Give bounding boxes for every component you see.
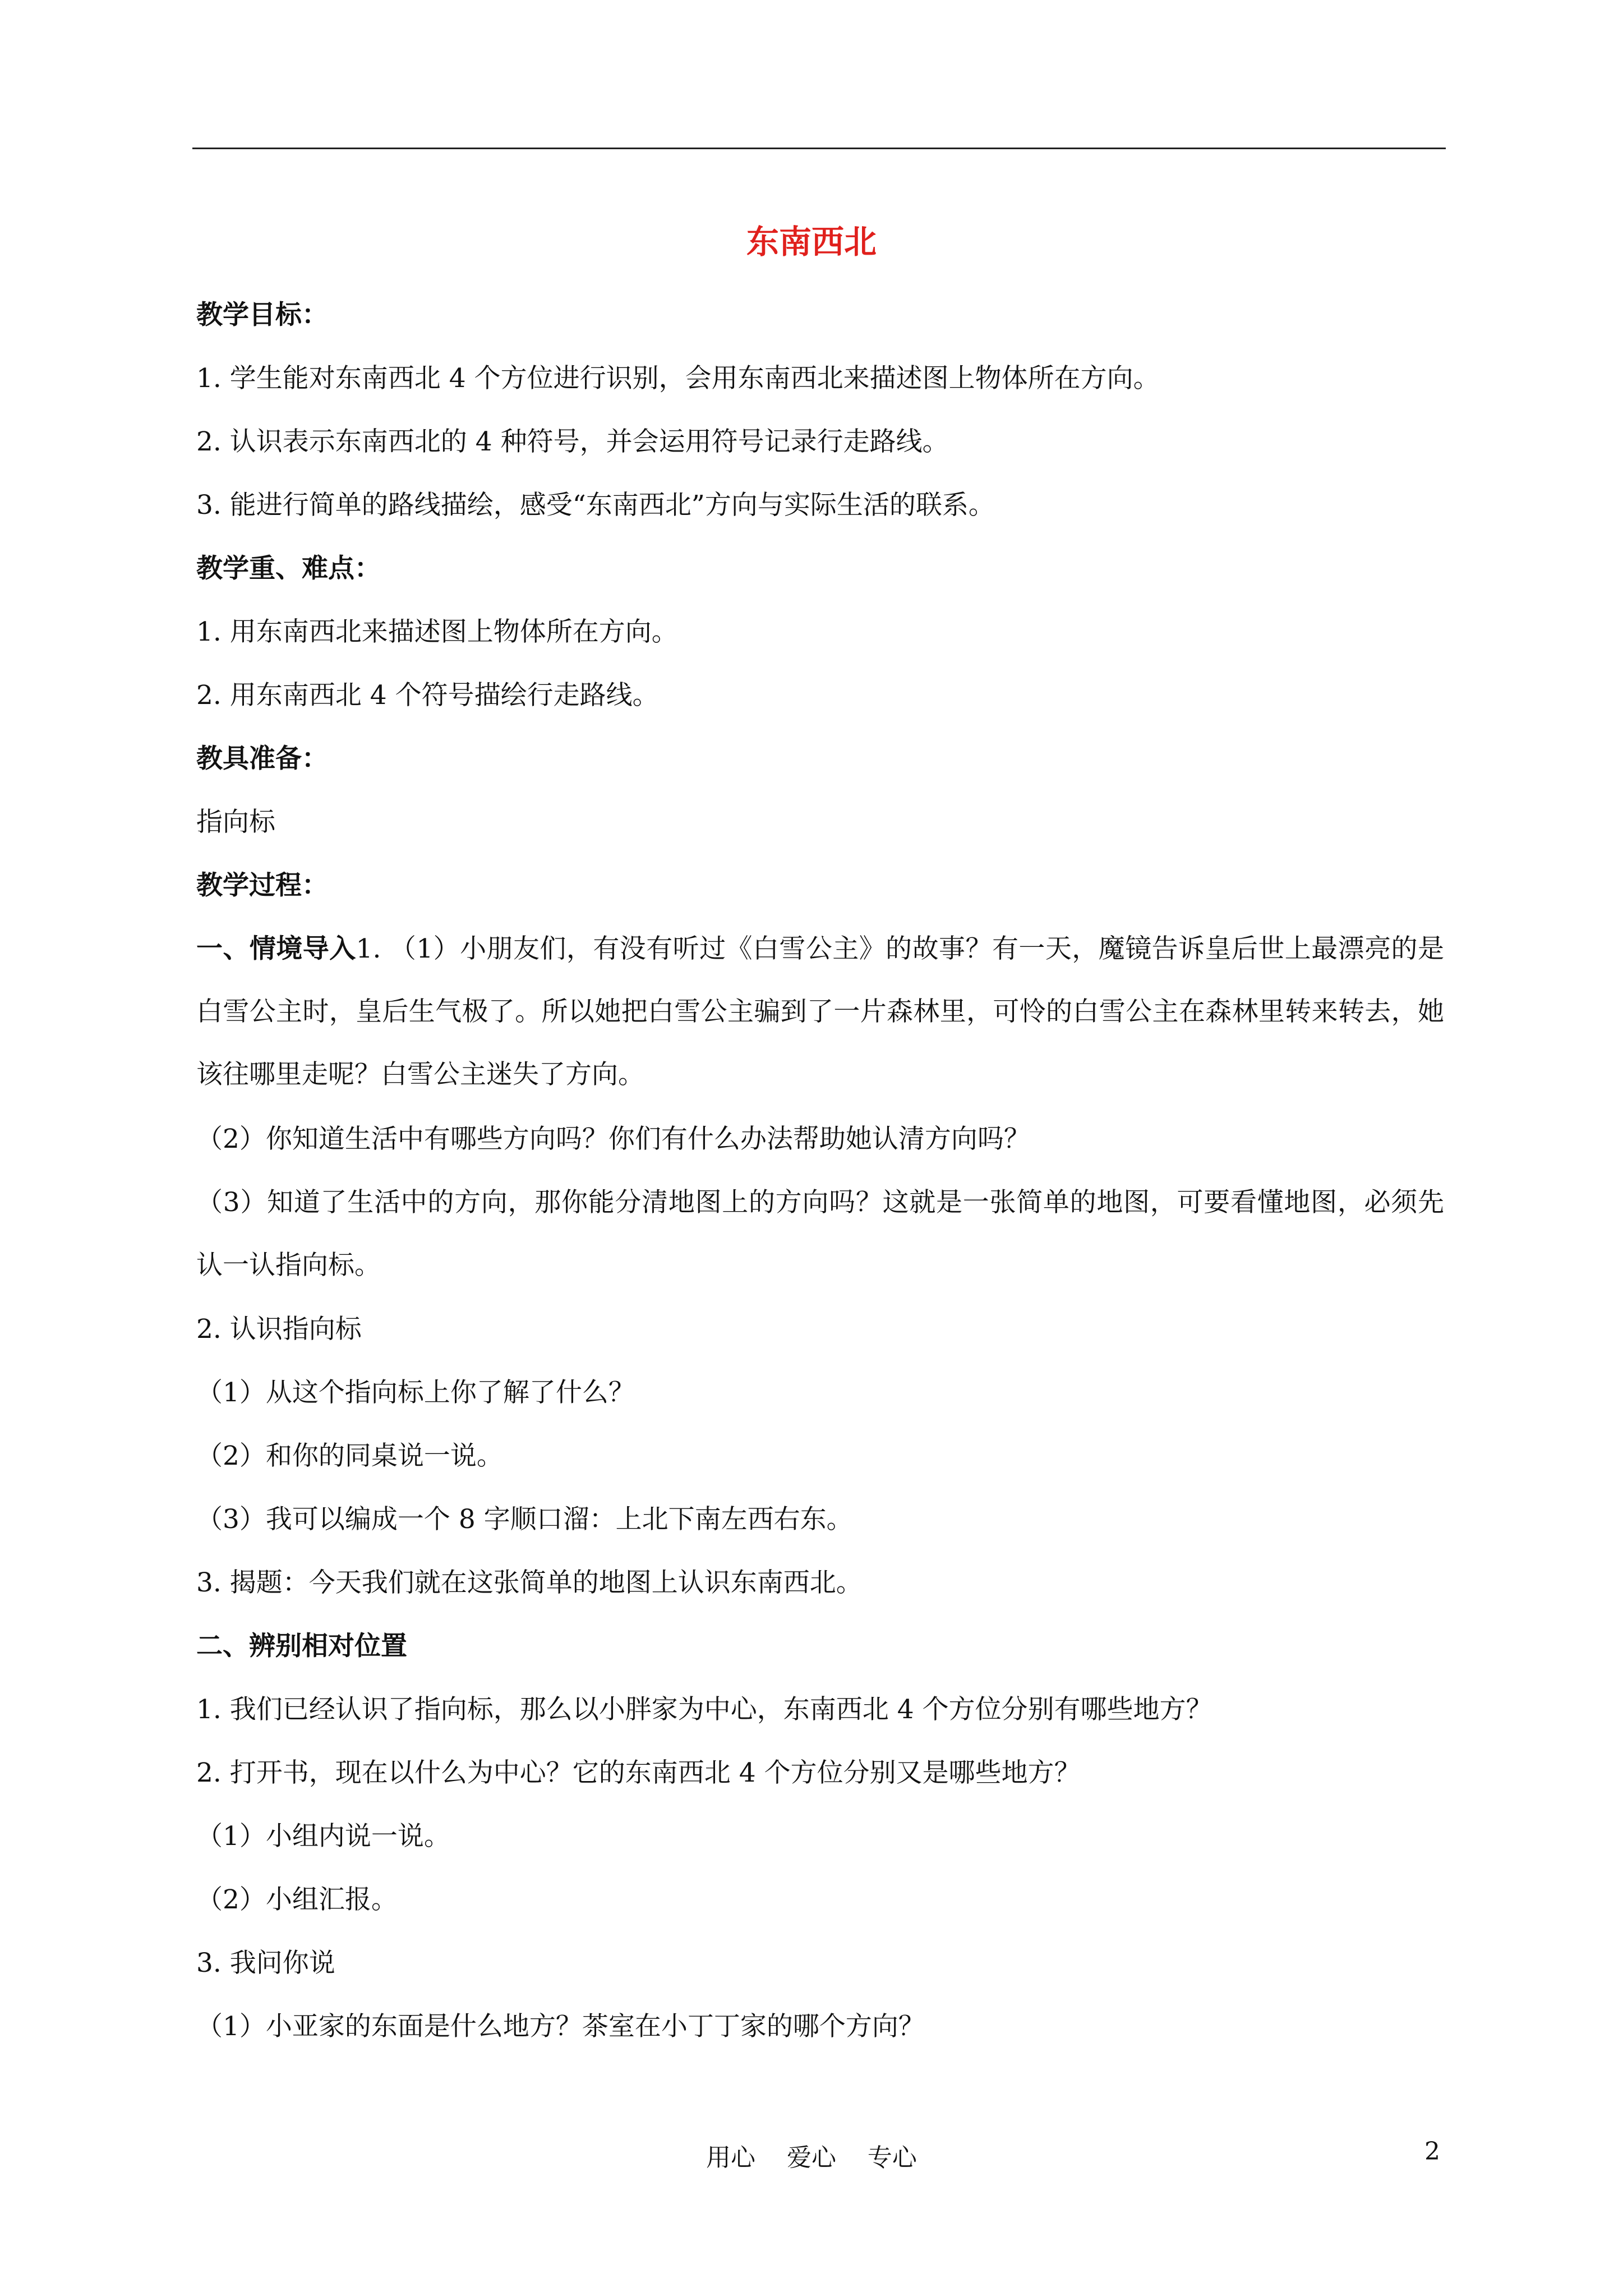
goals-heading: 教学目标：: [196, 300, 328, 330]
section1-item: 2. 认识指向标: [196, 1314, 362, 1345]
section2-item: （1）小亚家的东面是什么地方？茶室在小丁丁家的哪个方向？: [196, 2011, 925, 2042]
section1-intro-paragraph: [196, 918, 1444, 1106]
section2-item: （1）小组内说一说。: [196, 1821, 450, 1852]
key-points-heading: 教学重、难点：: [196, 553, 381, 584]
tools-text: 指向标: [196, 807, 275, 838]
section1-subitem: （3）我可以编成一个 8 字顺口溜：上北下南左西右东。: [196, 1504, 853, 1535]
goal-item: 3. 能进行简单的路线描绘，感受“东南西北”方向与实际生活的联系。: [196, 490, 995, 521]
section1-item: 3. 揭题：今天我们就在这张简单的地图上认识东南西北。: [196, 1567, 863, 1598]
tools-heading: 教具准备：: [196, 743, 328, 774]
header-rule: [192, 148, 1446, 149]
page-title: 东南西北: [746, 223, 877, 261]
section2-item: （2）小组汇报。: [196, 1884, 398, 1915]
page-number: 2: [1424, 2137, 1440, 2166]
section2-item: 3. 我问你说: [196, 1948, 335, 1978]
section1-subitem: （1）从这个指向标上你了解了什么？: [196, 1377, 635, 1408]
process-heading: 教学过程：: [196, 870, 328, 901]
footer-motto: 用心 爱心 专心: [706, 2143, 917, 2172]
goal-item: 1. 学生能对东南西北 4 个方位进行识别，会用东南西北来描述图上物体所在方向。: [196, 363, 1160, 394]
section2-item: 1. 我们已经认识了指向标，那么以小胖家为中心，东南西北 4 个方位分别有哪些地方？: [196, 1694, 1212, 1725]
section1-question: （2）你知道生活中有哪些方向吗？你们有什么办法帮助她认清方向吗？: [196, 1124, 1030, 1154]
section1-intro: 1. （1）小朋友们，有没有听过《白雪公主》的故事？有一天，魔镜告诉皇后世上最漂亮的是白雪公主时，皇后生气极了。所以她把白雪公主骗到了一片森林里，可怜的白雪公主在森林里转来转去，她该往哪里走呢？白雪公主迷失了方向。: [196, 933, 1445, 1090]
key-point-item: 1. 用东南西北来描述图上物体所在方向。: [196, 616, 678, 647]
key-point-item: 2. 用东南西北 4 个符号描绘行走路线。: [196, 680, 659, 711]
section1-subitem: （2）和你的同桌说一说。: [196, 1441, 503, 1471]
section1-heading: 一、情境导入: [196, 933, 356, 964]
section1-question: （3）知道了生活中的方向，那你能分清地图上的方向吗？这就是一张简单的地图，可要看懂地图，必须先认一认指向标。: [196, 1187, 1444, 1281]
section2-item: 2. 打开书，现在以什么为中心？它的东南西北 4 个方位分别又是哪些地方？: [196, 1757, 1081, 1788]
goal-item: 2. 认识表示东南西北的 4 种符号，并会运用符号记录行走路线。: [196, 426, 949, 457]
section2-heading: 二、辨别相对位置: [196, 1631, 407, 1662]
